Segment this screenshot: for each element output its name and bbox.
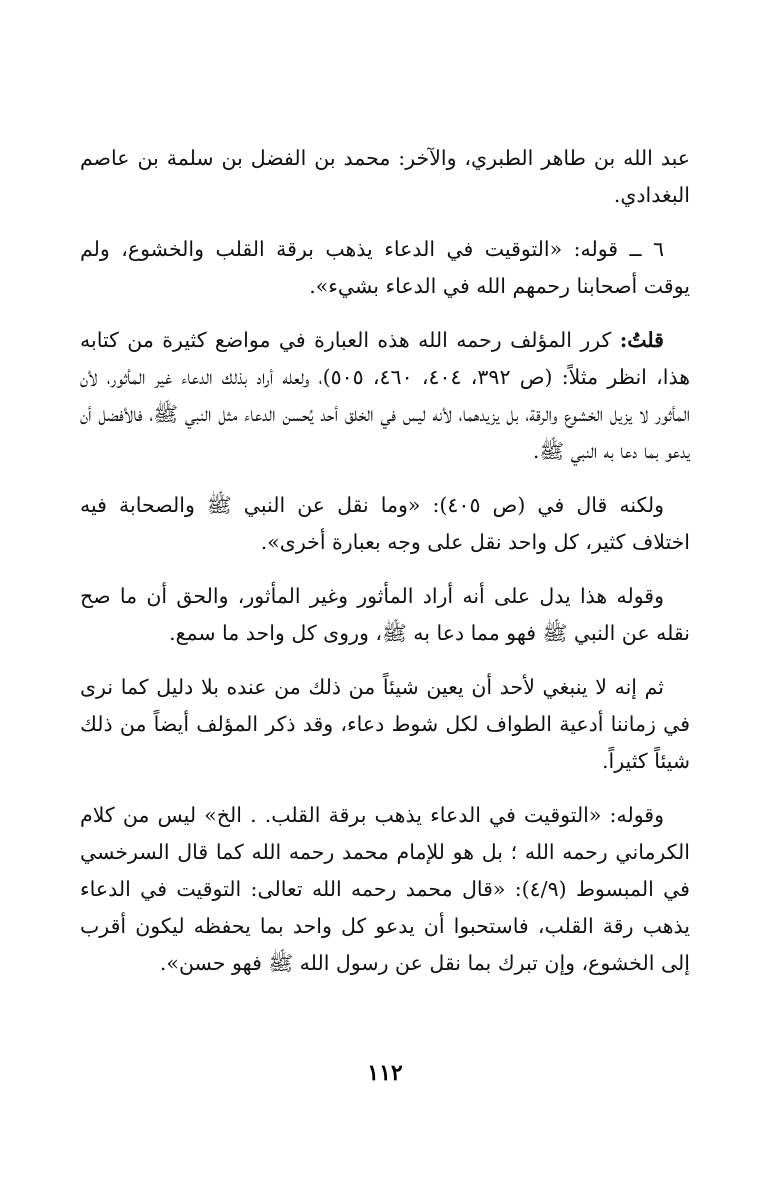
paragraph-3 xyxy=(80,322,690,470)
paragraph-text: ولكنه قال في (ص ٤٠٥): «وما نقل عن النبي ﷺ والصحابة فيه اختلاف كثير، كل واحد نقل على وجه بعبارة أخرى». xyxy=(80,493,690,554)
paragraph-4 xyxy=(80,487,690,561)
paragraph-text: وقوله هذا يدل على أنه أراد المأثور وغير المأثور، والحق أن ما صح نقله عن النبي ﷺ فهو مما دعا به ﷺ، وروى كل واحد ما سمع. xyxy=(80,584,690,645)
paragraph-text: كرر المؤلف رحمه الله هذه العبارة في مواضع كثيرة من كتابه هذا، انظر مثلاً: (ص ٣٩٢، ٤٠٤، ٤٦٠، ٥٠٥)، ولعله أراد بذلك الدعاء غير المأثور، لأن المأثور لا يزيل الخشوع والرقة، بل يزيدهما، لأنه ليس في الخلق أحد يُحسن الدعاء مثل النبي ﷺ، فالأفضل أن يدعو بما دعا به النبي ﷺ. xyxy=(80,328,691,463)
paragraph-6 xyxy=(80,669,690,780)
paragraph-text: ثم إنه لا ينبغي لأحد أن يعين شيئاً من ذلك من عنده بلا دليل كما نرى في زماننا أدعية الطواف لكل شوط دعاء، وقد ذكر المؤلف أيضاً من ذلك شيئاً كثيراً. xyxy=(80,675,690,773)
page-body xyxy=(80,140,690,999)
paragraph-1 xyxy=(80,140,690,214)
paragraph-5 xyxy=(80,578,690,652)
page-number: ١١٢ xyxy=(367,1060,403,1086)
paragraph-text: عبد الله بن طاهر الطبري، والآخر: محمد بن الفضل بن سلمة بن عاصم البغدادي. xyxy=(80,146,690,207)
paragraph-text: ٦ ــ قوله: «التوقيت في الدعاء يذهب برقة القلب والخشوع، ولم يوقت أصحابنا رحمهم الله في الدعاء بشيء». xyxy=(80,237,690,298)
paragraph-2 xyxy=(80,231,690,305)
paragraph-text: وقوله: «التوقيت في الدعاء يذهب برقة القلب. . الخ» ليس من كلام الكرماني رحمه الله ؛ بل هو للإمام محمد رحمه الله كما قال السرخسي في المبسوط (٤/٩): «قال محمد رحمه الله تعالى: التوقيت في الدعاء يذهب رقة القلب، فاستحبوا أن يدعو كل واحد بما يحفظه ليكون أقرب إلى الخشوع، وإن تبرك بما نقل عن رسول الله ﷺ فهو حسن». xyxy=(80,803,690,975)
paragraph-7 xyxy=(80,797,690,982)
paragraph-lead: قلتُ: xyxy=(619,328,664,352)
